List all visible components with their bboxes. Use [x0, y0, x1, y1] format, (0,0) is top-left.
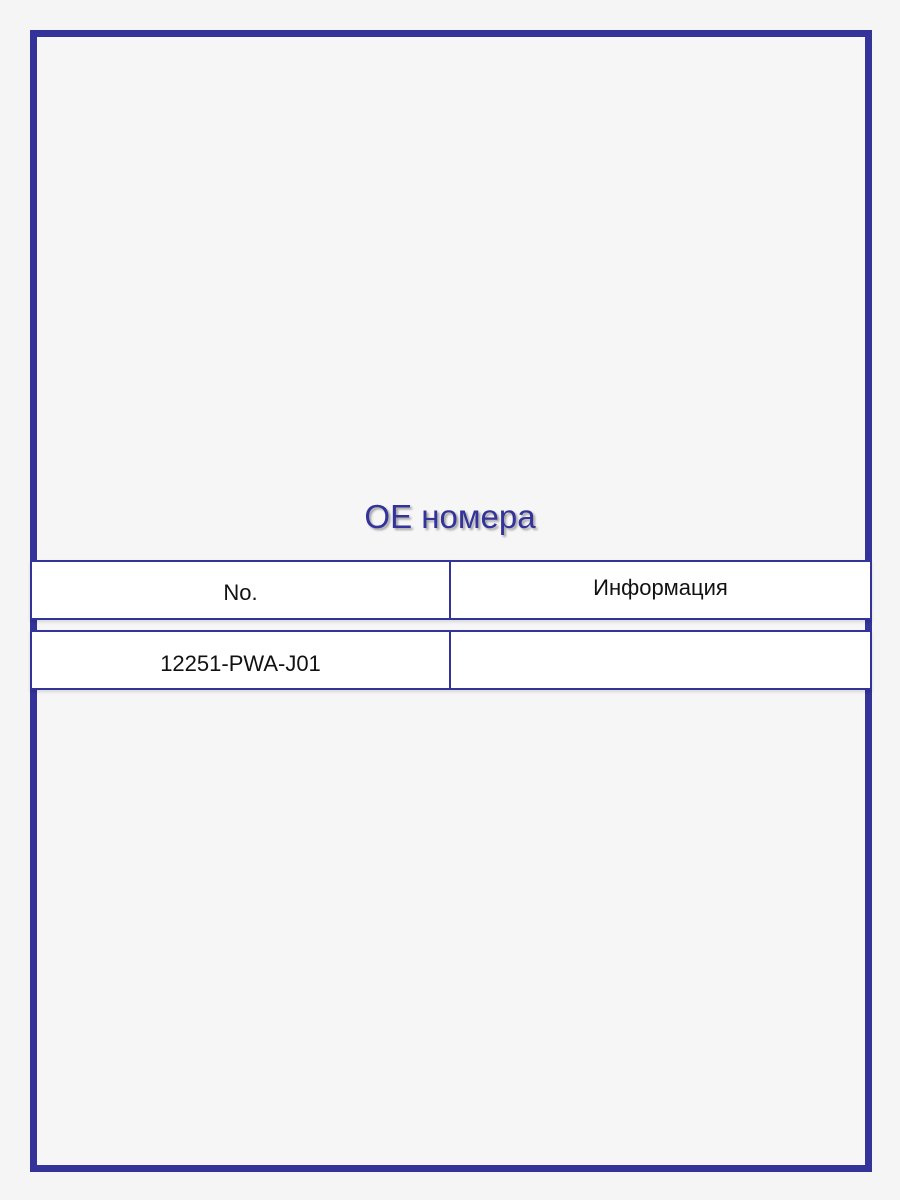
header-cell-info: Информация [593, 575, 728, 600]
header-cell-number: No. [32, 562, 451, 618]
cell-oe-number: 12251-PWA-J01 [32, 632, 451, 688]
table-row [30, 630, 872, 690]
cell-info [451, 632, 870, 688]
page-title: OE номера [364, 498, 536, 535]
table-header-row [30, 560, 872, 620]
